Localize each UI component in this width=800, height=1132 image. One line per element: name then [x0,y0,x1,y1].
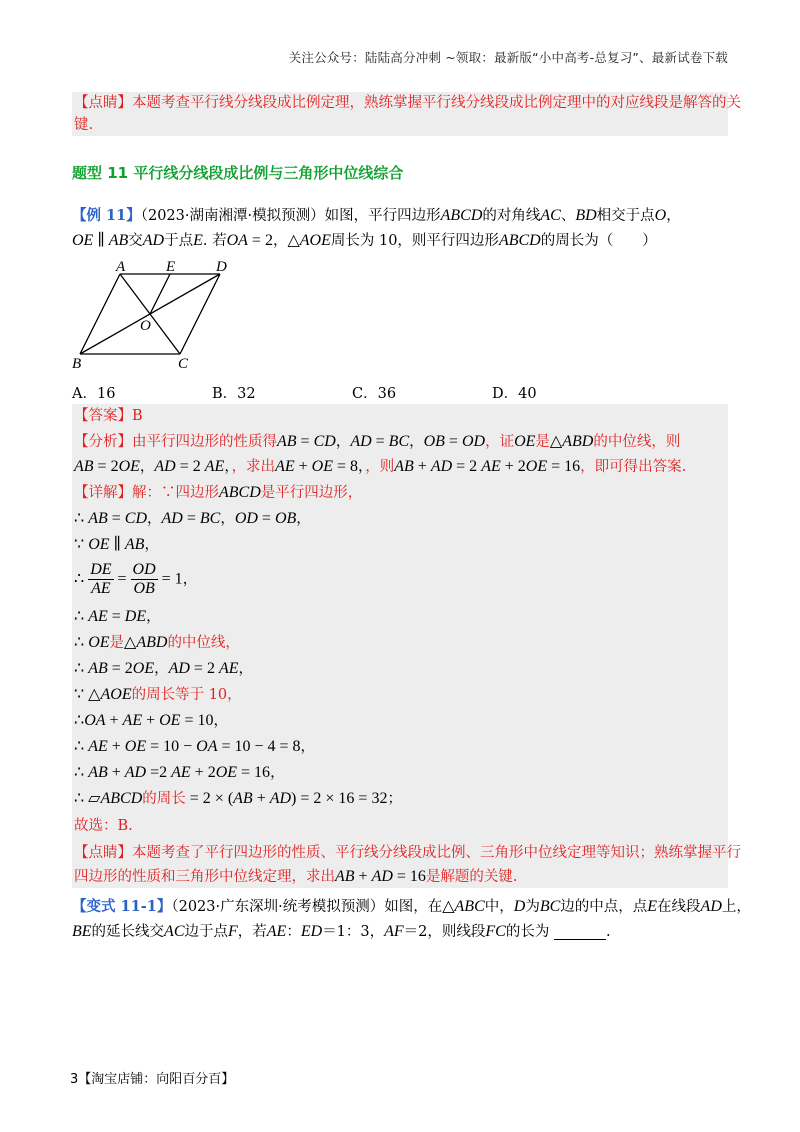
answer-line: 【答案】B [74,408,143,424]
parallelogram-figure [68,256,238,374]
note-text-2: 键. [74,117,94,133]
example-tag: 【例 11】 [72,207,141,224]
answer-value: B [132,408,143,424]
bottom-note-line-1: 【点睛】本题考查了平行四边形的性质、平行线分线段成比例、三角形中位线定理等知识；熟练掌握平行 [74,845,741,861]
detail-line-8: ∵ △AOE的周长等于 10， [74,686,242,703]
example-line-2: OE ∥ AB交AD于点E. 若OA = 2，△AOE周长为 10，则平行四边形ABCD的周长为（ ） [72,232,657,249]
detail-choose: 故选：B. [74,818,133,834]
detail-line-2: ∴ AB = CD，AD = BC，OD = OB， [74,510,311,527]
analysis-line-1: 【分析】由平行四边形的性质得AB = CD，AD = BC，OB = OD，证OE是△ABD的中位线，则 [74,433,681,450]
detail-line-10: ∴ AE + OE = 10 − OA = 10 − 4 = 8， [74,738,316,755]
page-footer: 3【淘宝店铺：向阳百分百】 [70,1072,235,1087]
variant-line-1: 【变式 11-1】（2023·广东深圳·统考模拟预测）如图，在△ABC中，D为BC边的中点，点E在线段AD上， [72,898,751,915]
detail-line-4: ∴ $\frac{DE}{AE}$ = $\frac{OD}{OB}$ = 1， [74,561,198,597]
detail-line-9: ∴OA + AE + OE = 10， [74,712,228,729]
note-text: 本题考查平行线分线段成比例定理，熟练掌握平行线分线段成比例定理中的对应线段是解答的关 [132,95,741,111]
label-E: E [166,259,176,275]
note-tag: 【点睛】 [74,95,132,111]
detail-line-11: ∴ AB + AD =2 AE + 2OE = 16， [74,764,285,781]
top-note-box [72,92,741,136]
detail-line-5: ∴ AE = DE， [74,608,161,625]
label-B: B [72,356,82,372]
detail-line-1: 【详解】解：∵四边形ABCD是平行四边形， [74,484,363,501]
detail-line-3: ∵ OE ∥ AB， [74,536,159,553]
page-header: 关注公众号：陆陆高分冲刺 ~领取：最新版“小中高考-总复习”、最新试卷下载 [288,50,728,65]
option-d: D．40 [492,386,537,402]
label-A: A [116,259,126,275]
option-b: B．32 [212,386,256,402]
label-O: O [140,318,151,334]
variant-line-2: BE的延长线交AC边于点F，若AE：ED＝1：3，AF＝2，则线段FC的长为 . [72,923,611,940]
example-line-1: 【例 11】（2023·湖南湘潭·模拟预测）如图，平行四边形ABCD的对角线AC、BD相交于点O， [72,207,681,224]
label-D: D [216,259,227,275]
option-a: A．16 [72,386,116,402]
variant-tag: 【变式 11-1】 [72,898,172,915]
detail-line-7: ∴ AB = 2OE，AD = 2 AE， [74,660,253,677]
answer-blank [554,923,606,940]
section-title: 题型 11 平行线分线段成比例与三角形中位线综合 [72,164,404,182]
detail-line-12: ∴ ▱ABCD的周长 = 2 × (AB + AD) = 2 × 16 = 32； [74,790,402,807]
label-C: C [178,356,189,372]
bottom-note-line-2: 四边形的性质和三角形中位线定理，求出AB + AD = 16是解题的关键. [74,868,518,885]
analysis-line-2: AB = 2OE，AD = 2 AE，，求出AE + OE = 8，，则AB + AD = 2 AE + 2OE = 16，即可得出答案. [74,458,687,475]
detail-line-6: ∴ OE是△ABD的中位线， [74,634,240,651]
option-c: C．36 [352,386,397,402]
